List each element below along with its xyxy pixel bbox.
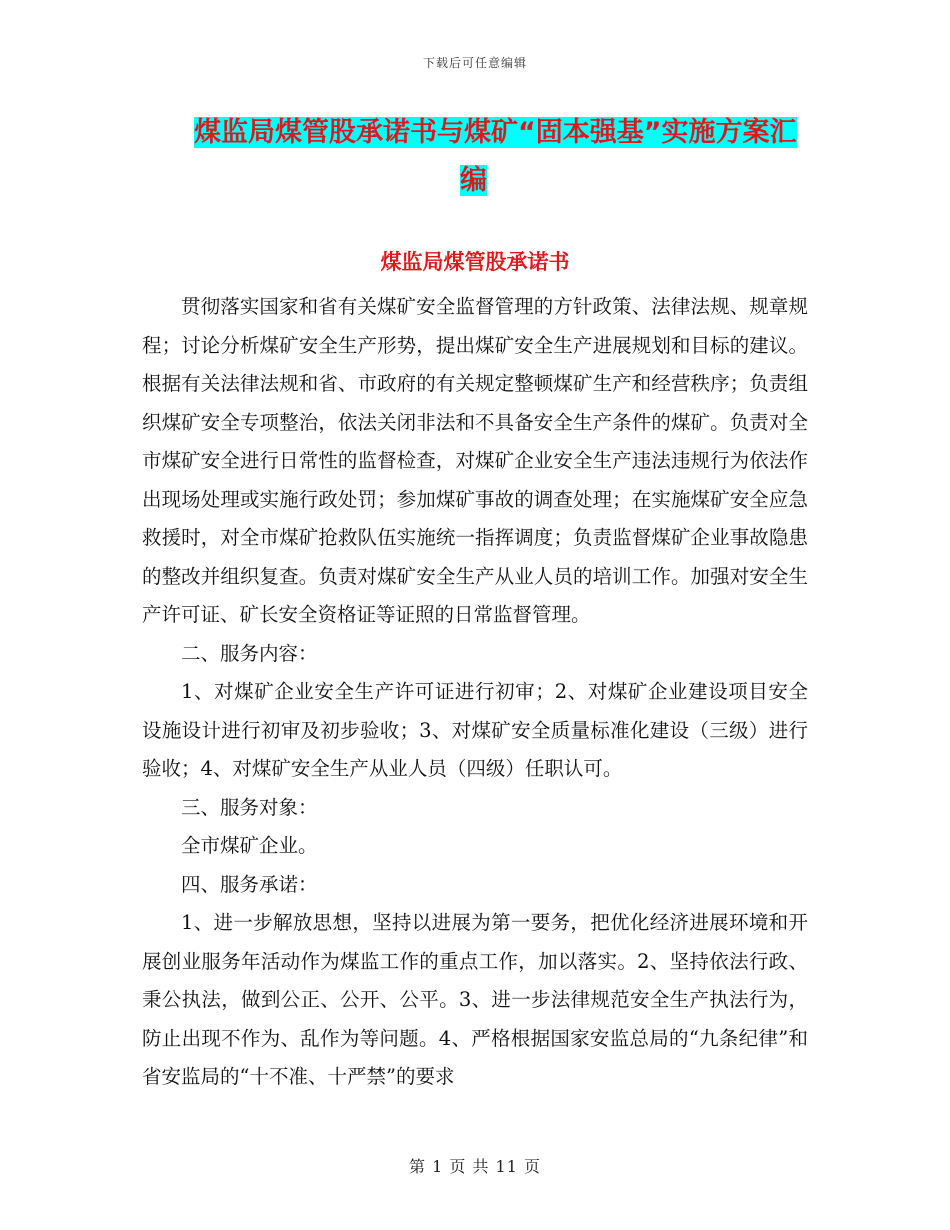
paragraph: 1、对煤矿企业安全生产许可证进行初审；2、对煤矿企业建设项目安全设施设计进行初审及初步验收；3、对煤矿安全质量标准化建设（三级）进行验收；4、对煤矿安全生产从业人员（四级）任职认可。	[142, 680, 808, 780]
body-text	[142, 288, 808, 1097]
paragraph: 全市煤矿企业。	[181, 834, 318, 857]
paragraph: 1、进一步解放思想，坚持以进展为第一要务，把优化经济进展环境和开展创业服务年活动作为煤监工作的重点工作，加以落实。2、坚持依法行政、秉公执法，做到公正、公开、公平。3、进一步法律规范安全生产执法行为，防止出现不作为、乱作为等问题。4、严格根据国家安监总局的“九条纪律”和省安监局的“十不准、十严禁”的要求	[142, 911, 808, 1088]
title-line-2: 编	[460, 165, 487, 196]
section-title: 煤监局煤管股承诺书	[380, 250, 570, 274]
paragraph: 二、服务内容：	[181, 641, 318, 665]
page-number-footer: 第 1 页 共 11 页	[409, 1157, 541, 1176]
paragraph: 三、服务对象：	[181, 795, 318, 819]
paragraph: 四、服务承诺：	[181, 872, 318, 896]
paragraph: 贯彻落实国家和省有关煤矿安全监督管理的方针政策、法律法规、规章规程；讨论分析煤矿安全生产形势，提出煤矿安全生产进展规划和目标的建议。根据有关法律法规和省、市政府的有关规定整顿煤矿生产和经营秩序；负责组织煤矿安全专项整治，依法关闭非法和不具备安全生产条件的煤矿。负责对全市煤矿安全进行日常性的监督检查，对煤矿企业安全生产违法违规行为依法作出现场处理或实施行政处罚；参加煤矿事故的调查处理；在实施煤矿安全应急救援时，对全市煤矿抢救队伍实施统一指挥调度；负责监督煤矿企业事故隐患的整改并组织复查。负责对煤矿安全生产从业人员的培训工作。加强对安全生产许可证、矿长安全资格证等证照的日常监督管理。	[142, 295, 808, 626]
title-line-1: 煤监局煤管股承诺书与煤矿“固本强基”实施方案汇	[194, 117, 797, 148]
header-note: 下载后可任意编辑	[422, 56, 527, 70]
